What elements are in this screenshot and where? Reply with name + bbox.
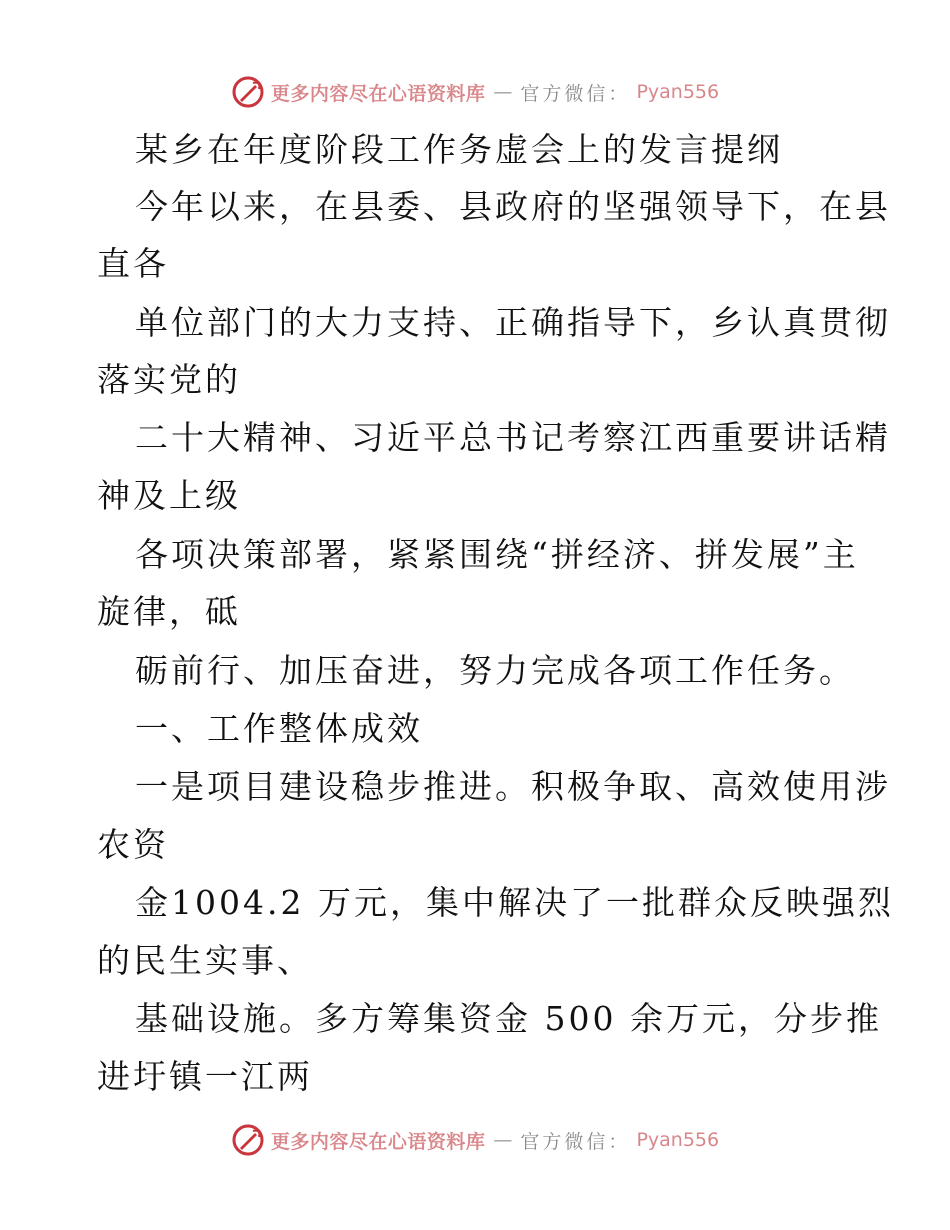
paragraph-line: 旋律，砥 bbox=[97, 592, 241, 631]
quill-logo-icon bbox=[231, 75, 265, 109]
paragraph-line: 各项决策部署，紧紧围绕“拼经济、拼发展”主 bbox=[135, 535, 859, 574]
watermark-separator: — bbox=[493, 1129, 513, 1151]
paragraph-line: 进圩镇一江两 bbox=[97, 1057, 313, 1096]
watermark-official-label: 官方微信： bbox=[520, 82, 631, 105]
paragraph-line: 基础设施。多方筹集资金 500 余万元，分步推 bbox=[135, 999, 882, 1038]
section-heading: 一、工作整体成效 bbox=[135, 709, 423, 748]
paragraph-line: 单位部门的大力支持、正确指导下，乡认真贯彻 bbox=[135, 303, 891, 342]
paragraph-line: 的民生实事、 bbox=[97, 941, 313, 980]
paragraph-line: 农资 bbox=[97, 825, 169, 864]
paragraph-line: 一是项目建设稳步推进。积极争取、高效使用涉 bbox=[135, 767, 891, 806]
watermark-official-label: 官方微信： bbox=[520, 1130, 631, 1153]
paragraph-line: 金1004.2 万元，集中解决了一批群众反映强烈 bbox=[135, 883, 894, 922]
document-title: 某乡在年度阶段工作务虚会上的发言提纲 bbox=[135, 130, 783, 169]
paragraph-line: 落实党的 bbox=[97, 360, 241, 399]
paragraph-line: 直各 bbox=[97, 244, 169, 283]
watermark-separator: — bbox=[493, 81, 513, 103]
footer-watermark bbox=[0, 1120, 950, 1160]
watermark-title: 更多内容尽在心语资料库 bbox=[270, 82, 486, 105]
watermark-title: 更多内容尽在心语资料库 bbox=[270, 1130, 486, 1153]
quill-logo-icon bbox=[231, 1123, 265, 1157]
paragraph-line: 神及上级 bbox=[97, 476, 241, 515]
paragraph-line: 今年以来，在县委、县政府的坚强领导下，在县 bbox=[135, 187, 891, 226]
watermark-wechat-id: Pyan556 bbox=[636, 81, 720, 103]
paragraph-line: 二十大精神、习近平总书记考察江西重要讲话精 bbox=[135, 418, 891, 457]
paragraph-line: 砺前行、加压奋进，努力完成各项工作任务。 bbox=[135, 651, 855, 690]
header-watermark bbox=[0, 72, 950, 112]
watermark-wechat-id: Pyan556 bbox=[636, 1129, 720, 1151]
